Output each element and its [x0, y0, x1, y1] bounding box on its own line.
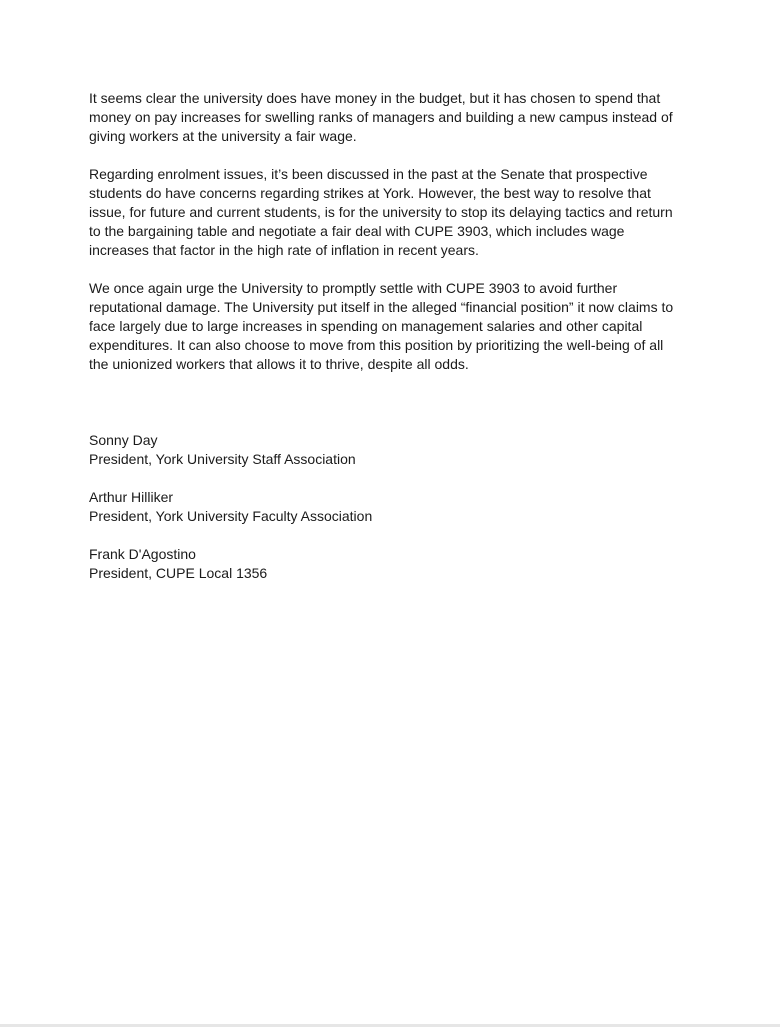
signature-block — [89, 431, 695, 583]
signatory-title: President, York University Staff Association — [89, 451, 356, 467]
document-body — [89, 89, 695, 602]
signatory-name: Sonny Day — [89, 432, 158, 448]
paragraph-budget: It seems clear the university does have money in the budget, but it has chosen to spend that money on pay increases for swelling ranks of managers and building a new campus instead of giving workers at the university a fair wage. — [89, 90, 673, 144]
signatory-name: Frank D'Agostino — [89, 546, 196, 562]
paragraph-enrolment: Regarding enrolment issues, it’s been discussed in the past at the Senate that prospective students do have concerns regarding strikes at York. However, the best way to resolve that issue, for future and current students, is for the university to stop its delaying tactics and return to the bargaining table and negotiate a fair deal with CUPE 3903, which includes wage increases that factor in the high rate of inflation in recent years. — [89, 166, 673, 258]
signatory-title: President, York University Faculty Association — [89, 508, 373, 524]
signatory-name: Arthur Hilliker — [89, 489, 174, 505]
signatory-title: President, CUPE Local 1356 — [89, 565, 268, 581]
paragraph-urge-settlement: We once again urge the University to promptly settle with CUPE 3903 to avoid further reputational damage. The University put itself in the alleged “financial position” it now claims to face largely due to large increases in spending on management salaries and other capital expenditures. It can also choose to move from this position by prioritizing the well-being of all the unionized workers that allows it to thrive, despite all odds. — [89, 280, 674, 372]
signatory-2 — [89, 488, 695, 526]
signatory-3 — [89, 545, 695, 583]
signatory-1 — [89, 431, 695, 469]
